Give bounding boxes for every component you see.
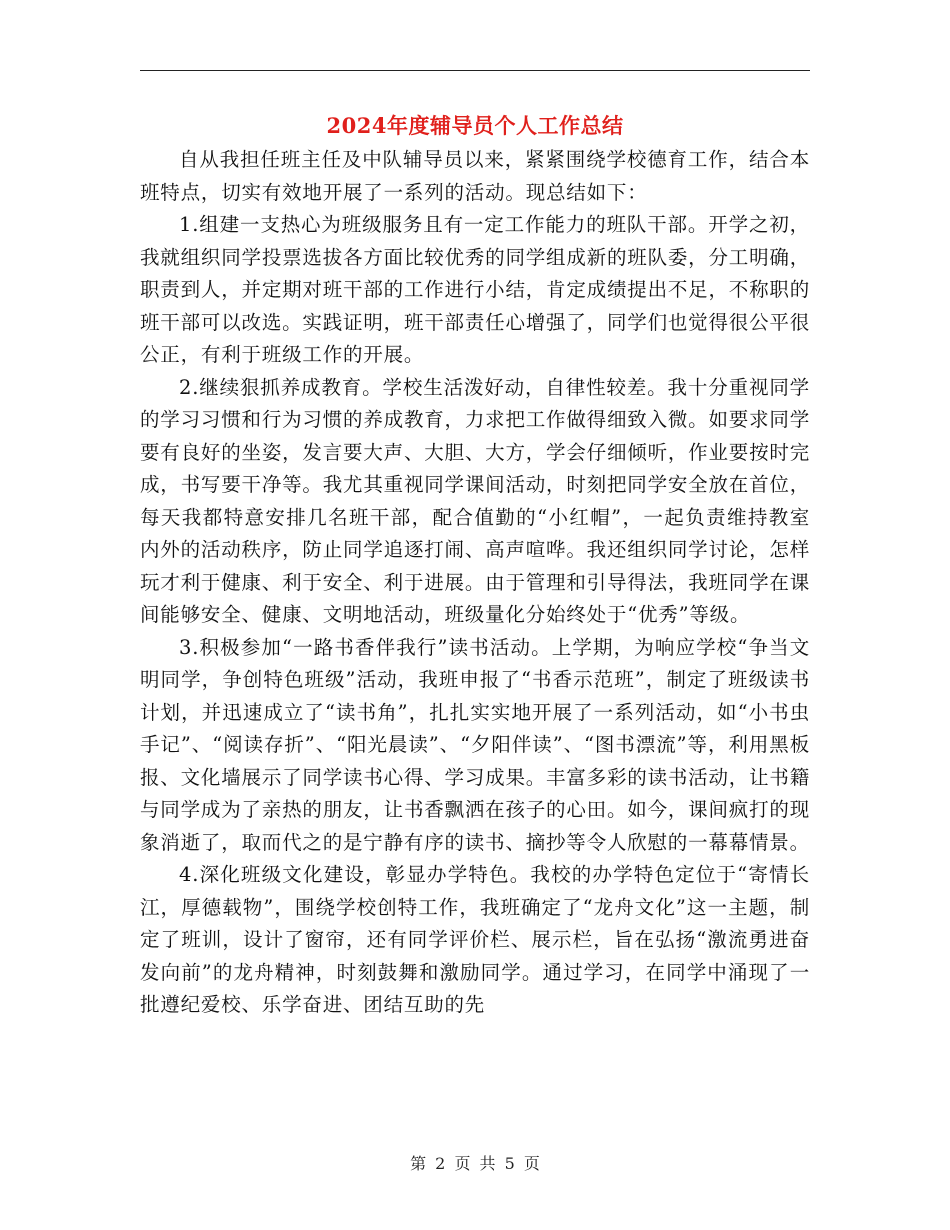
document-title: 2024年度辅导员个人工作总结	[326, 113, 624, 138]
paragraph-item-4: 4.深化班级文化建设，彰显办学特色。我校的办学特色定位于“寄情长江，厚德载物”，围绕学校创特工作，我班确定了“龙舟文化”这一主题，制定了班训，设计了窗帘，还有同学评价栏、展示栏，旨在弘扬“激流勇进奋发向前”的龙舟精神，时刻鼓舞和激励同学。通过学习，在同学中涌现了一批遵纪爱校、乐学奋进、团结互助的先	[140, 863, 810, 1016]
paragraph-item-1: 1.组建一支热心为班级服务且有一定工作能力的班队干部。开学之初，我就组织同学投票选拔各方面比较优秀的同学组成新的班队委，分工明确，职责到人，并定期对班干部的工作进行小结，肯定成绩提出不足，不称职的班干部可以改选。实践证明，班干部责任心增强了，同学们也觉得很公平很公正，有利于班级工作的开展。	[140, 213, 810, 366]
document-body	[140, 144, 810, 1022]
header-rule	[140, 70, 810, 71]
paragraph-item-2: 2.继续狠抓养成教育。学校生活泼好动，自律性较差。我十分重视同学的学习习惯和行为习惯的养成教育，力求把工作做得细致入微。如要求同学要有良好的坐姿，发言要大声、大胆、大方，学会仔细倾听，作业要按时完成，书写要干净等。我尤其重视同学课间活动，时刻把同学安全放在首位，每天我都特意安排几名班干部，配合值勤的“小红帽”，一起负责维持教室内外的活动秩序，防止同学追逐打闹、高声喧哗。我还组织同学讨论，怎样玩才利于健康、利于安全、利于进展。由于管理和引导得法，我班同学在课间能够安全、健康、文明地活动，班级量化分始终处于“优秀”等级。	[140, 375, 810, 626]
page-footer: 第 2 页 共 5 页	[410, 1154, 540, 1173]
paragraph-item-3: 3.积极参加“一路书香伴我行”读书活动。上学期，为响应学校“争当文明同学，争创特色班级”活动，我班申报了“书香示范班”，制定了班级读书计划，并迅速成立了“读书角”，扎扎实实地开展了一系列活动，如“小书虫手记”、“阅读存折”、“阳光晨读”、“夕阳伴读”、“图书漂流”等，利用黑板报、文化墙展示了同学读书心得、学习成果。丰富多彩的读书活动，让书籍与同学成为了亲热的朋友，让书香飘洒在孩子的心田。如今，课间疯打的现象消逝了，取而代之的是宁静有序的读书、摘抄等令人欣慰的一幕幕情景。	[140, 635, 810, 854]
paragraph-intro: 自从我担任班主任及中队辅导员以来，紧紧围绕学校德育工作，结合本班特点，切实有效地开展了一系列的活动。现总结如下：	[140, 148, 810, 204]
